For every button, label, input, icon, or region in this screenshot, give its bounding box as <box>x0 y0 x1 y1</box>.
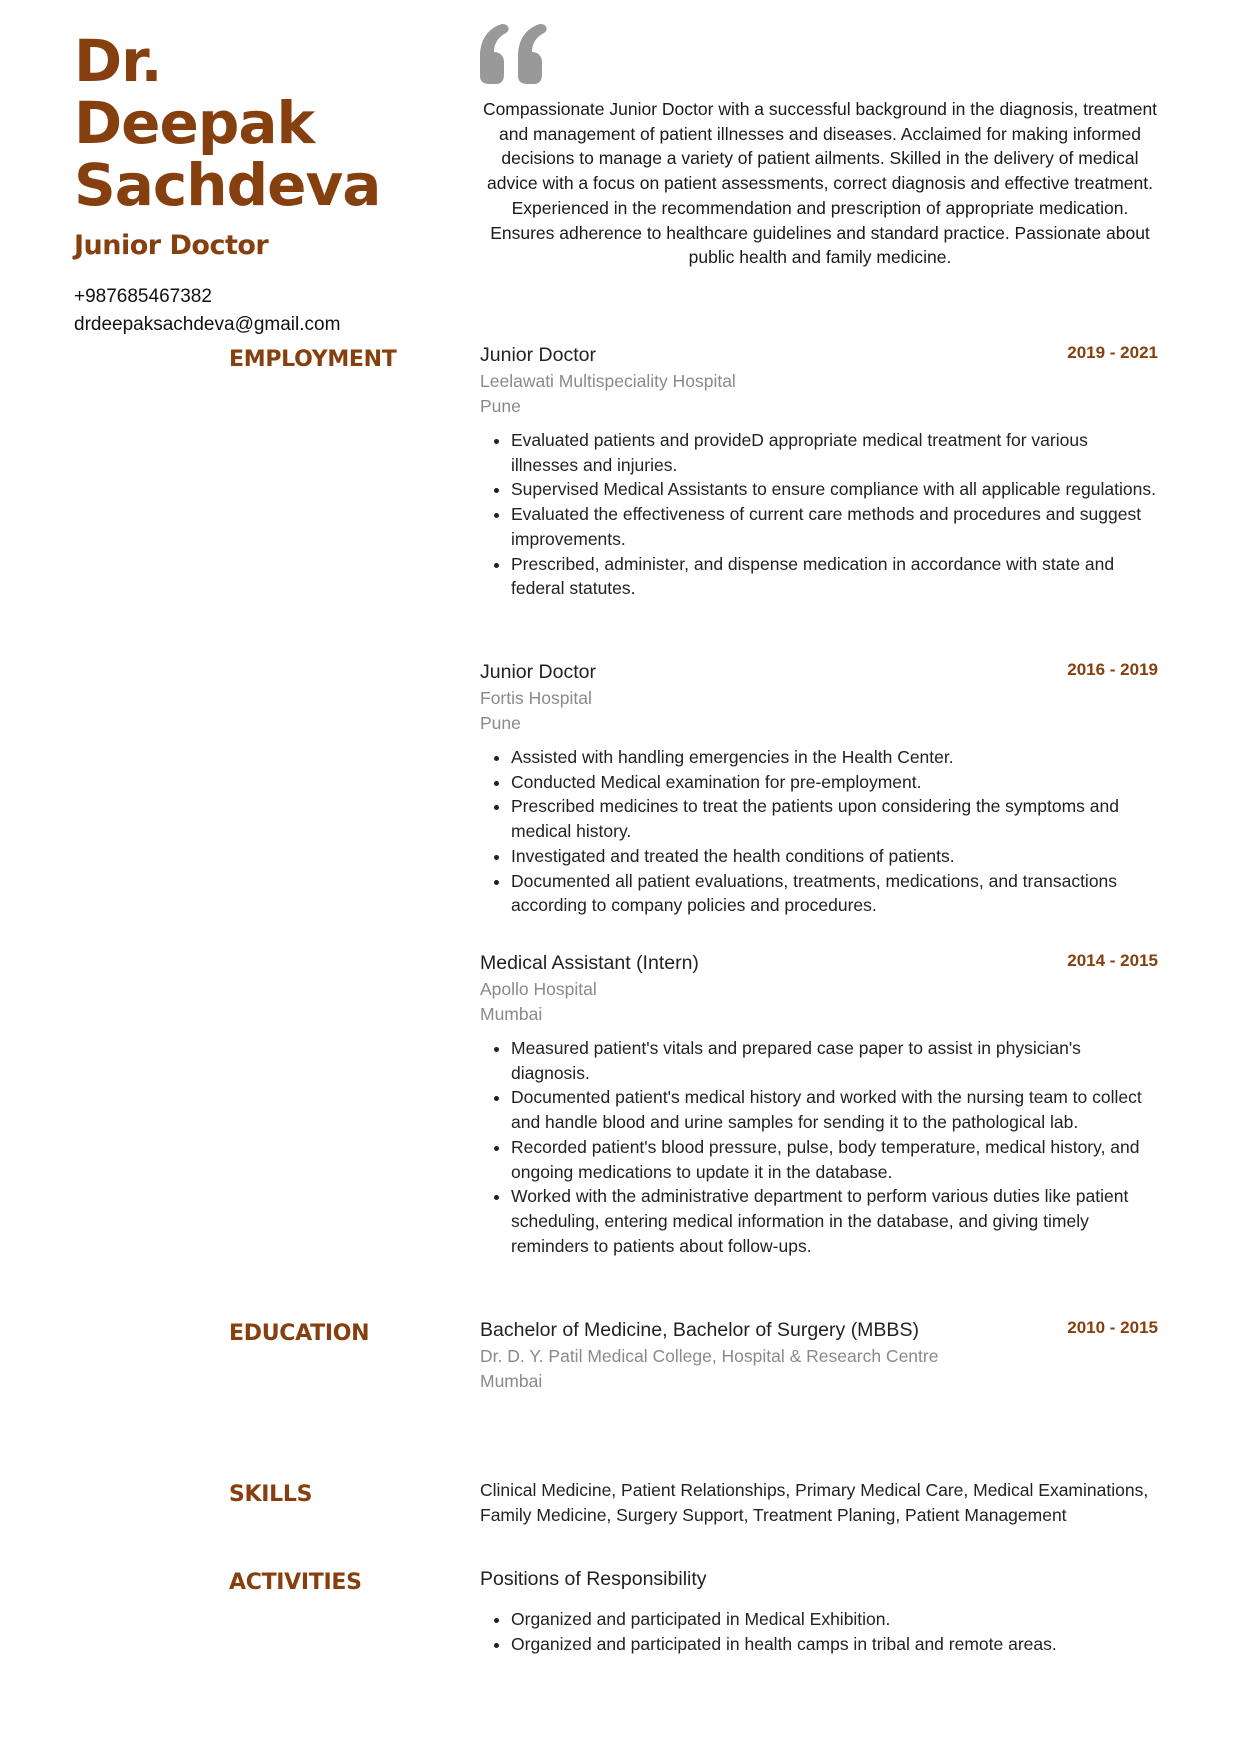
job-title: Junior Doctor <box>74 230 269 261</box>
entry-dates: 2016 - 2019 <box>1067 660 1158 679</box>
email-address: drdeepaksachdeva@gmail.com <box>74 314 341 335</box>
employment-entry <box>480 341 1158 601</box>
profile-header <box>74 27 434 339</box>
entry-header <box>480 1316 1158 1344</box>
candidate-name <box>74 27 434 219</box>
contact-info <box>74 283 434 339</box>
bullet-item: • Prescribed medicines to treat the patients upon considering the symptoms and medical history. <box>511 794 1158 843</box>
employment-entry <box>480 949 1158 1258</box>
section-label-education: EDUCATION <box>229 1321 370 1346</box>
entry-bullets <box>480 1036 1158 1258</box>
entry-title: Junior Doctor <box>480 661 596 683</box>
bullet-item: • Investigated and treated the health conditions of patients. <box>511 844 1158 869</box>
bullet-item: • Documented patient's medical history and worked with the nursing team to collect and handle blood and urine samples for sending it to the pathological lab. <box>511 1085 1158 1134</box>
bullet-item: • Supervised Medical Assistants to ensure compliance with all applicable regulations. <box>511 477 1158 502</box>
section-label-skills: SKILLS <box>229 1482 313 1507</box>
bullet-item: • Assisted with handling emergencies in the Health Center. <box>511 745 1158 770</box>
bullet-item: • Documented all patient evaluations, treatments, medications, and transactions according to company policies and procedures. <box>511 869 1158 918</box>
section-label-employment: EMPLOYMENT <box>229 347 397 372</box>
bullet-item: • Evaluated patients and provideD appropriate medical treatment for various illnesses and injuries. <box>511 428 1158 477</box>
section-label-activities: ACTIVITIES <box>229 1570 362 1595</box>
professional-summary: Compassionate Junior Doctor with a successful background in the diagnosis, treatment and management of patient illnesses and diseases. Acclaimed for making informed decisions to manage a variety of patient ailments. Skilled in the delivery of medical advice with a focus on patient assessments, correct diagnosis and effective treatment. Experienced in the recommendation and prescription of appropriate medication. Ensures adherence to healthcare guidelines and standard practice. Passionate about public health and family medicine. <box>482 99 1158 268</box>
bullet-item: • Evaluated the effectiveness of current care methods and procedures and suggest improvements. <box>511 502 1158 551</box>
bullet-item: • Conducted Medical examination for pre-employment. <box>511 770 1158 795</box>
entry-bullets <box>480 1607 1158 1656</box>
entry-title: Medical Assistant (Intern) <box>480 952 699 974</box>
bullet-item: • Organized and participated in Medical Exhibition. <box>511 1607 1158 1632</box>
entry-header <box>480 341 1158 369</box>
entry-dates: 2010 - 2015 <box>1067 1318 1158 1337</box>
entry-organization: Apollo Hospital <box>480 979 597 999</box>
entry-organization: Fortis Hospital <box>480 688 592 708</box>
name-line: Deepak <box>74 89 315 157</box>
entry-organization: Leelawati Multispeciality Hospital <box>480 371 736 391</box>
bullet-item: • Measured patient's vitals and prepared case paper to assist in physician's diagnosis. <box>511 1036 1158 1085</box>
entry-title: Bachelor of Medicine, Bachelor of Surgery (MBBS) <box>480 1319 919 1341</box>
education-entry <box>480 1316 1158 1393</box>
name-line: Dr. <box>74 27 162 95</box>
activities-entry <box>480 1565 1158 1656</box>
skills-list: Clinical Medicine, Patient Relationships, Primary Medical Care, Medical Examinations, Family Medicine, Surgery Support, Treatment Planing, Patient Management <box>480 1480 1149 1525</box>
employment-entry <box>480 658 1158 918</box>
quote-icon <box>472 18 552 88</box>
name-line: Sachdeva <box>74 151 381 219</box>
entry-location: Mumbai <box>480 1003 543 1024</box>
bullet-item: • Worked with the administrative department to perform various duties like patient scheduling, entering medical information in the database, and giving timely reminders to patients about follow-ups. <box>511 1184 1158 1258</box>
entry-dates: 2014 - 2015 <box>1067 951 1158 970</box>
bullet-item: • Recorded patient's blood pressure, pulse, body temperature, medical history, and ongoing medications to update it in the database. <box>511 1135 1158 1184</box>
entry-bullets <box>480 745 1158 918</box>
phone-number: +987685467382 <box>74 286 212 307</box>
entry-header <box>480 949 1158 977</box>
entry-dates: 2019 - 2021 <box>1067 343 1158 362</box>
entry-header <box>480 658 1158 686</box>
bullet-item: • Prescribed, administer, and dispense medication in accordance with state and federal statutes. <box>511 552 1158 601</box>
entry-bullets <box>480 428 1158 601</box>
entry-location: Pune <box>480 395 521 416</box>
entry-location: Pune <box>480 712 521 733</box>
bullet-item: • Organized and participated in health camps in tribal and remote areas. <box>511 1632 1158 1657</box>
entry-location: Mumbai <box>480 1370 543 1391</box>
entry-title: Junior Doctor <box>480 344 596 366</box>
entry-institution: Dr. D. Y. Patil Medical College, Hospital & Research Centre <box>480 1346 939 1366</box>
entry-title: Positions of Responsibility <box>480 1568 707 1590</box>
